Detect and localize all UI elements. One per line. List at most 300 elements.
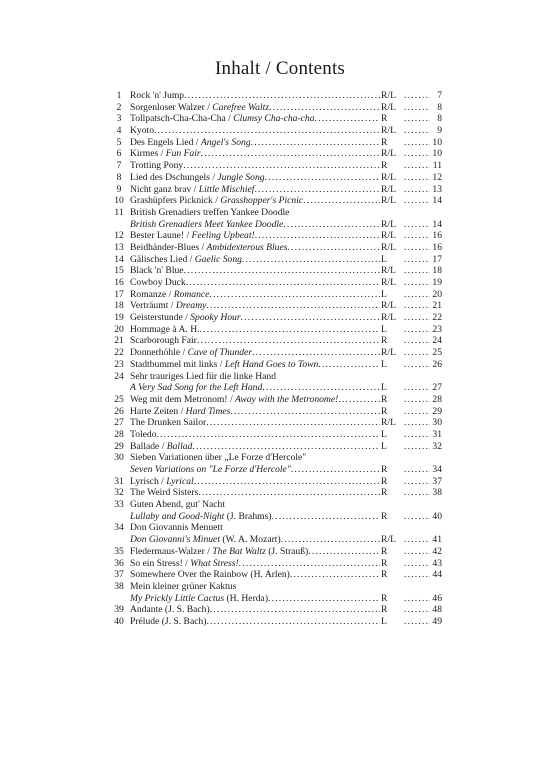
page-number: 28 <box>432 393 442 405</box>
english-title: Lyrical <box>166 475 194 487</box>
entry-title <box>130 417 380 429</box>
german-title: Stadtbummel mit links / <box>130 358 225 370</box>
entry-title <box>130 324 380 336</box>
german-title: Beidhänder-Blues / <box>130 241 207 253</box>
entry-title <box>130 487 380 499</box>
german-title: The Weird Sisters <box>130 487 199 499</box>
entry-number: 8 <box>116 171 122 183</box>
hand-indicator: R/L <box>381 265 396 277</box>
entry-title-text <box>130 277 186 289</box>
german-title: Toledo <box>130 428 157 440</box>
toc-entry <box>108 558 442 570</box>
entry-title <box>130 534 380 546</box>
entry-title-text <box>130 90 184 102</box>
dot-leader <box>404 113 430 125</box>
dot-leader <box>404 417 430 429</box>
toc-entry <box>108 312 442 324</box>
dot-leader <box>206 417 380 429</box>
english-title: Angel's Song <box>200 136 251 148</box>
toc-entry <box>108 487 442 499</box>
hand-indicator: R/L <box>381 347 396 359</box>
german-title: Donnerhöhle / <box>130 347 188 359</box>
entry-number: 16 <box>114 277 124 288</box>
entry-number: 5 <box>116 136 122 148</box>
german-title: Nicht ganz brav / <box>130 183 199 195</box>
dot-leader <box>404 160 430 172</box>
entry-number: 19 <box>114 312 124 324</box>
entry-title <box>130 371 442 383</box>
entry-title-text <box>130 429 157 441</box>
english-title: Cave of Thunder <box>187 347 253 359</box>
entry-number: 3 <box>116 113 122 125</box>
dot-leader <box>315 113 380 125</box>
entry-number: 39 <box>114 604 124 616</box>
hand-indicator: R <box>381 569 388 581</box>
toc-entry <box>108 441 442 453</box>
toc-entry <box>108 546 442 558</box>
dot-leader <box>338 394 380 406</box>
entry-number: 15 <box>114 265 124 277</box>
entry-title <box>130 511 380 523</box>
german-title: Rock 'n' Jump <box>130 90 185 101</box>
entry-title-text <box>130 289 209 301</box>
entry-number: 14 <box>114 253 124 265</box>
composer: (W. A. Mozart) <box>219 534 281 546</box>
dot-leader <box>404 534 430 546</box>
dot-leader <box>272 511 380 523</box>
page-number: 46 <box>432 592 442 604</box>
toc-entry <box>108 230 442 242</box>
toc-entry <box>108 476 442 488</box>
entry-number: 12 <box>114 230 124 242</box>
toc-entry <box>108 499 442 511</box>
english-title: Jungle Song <box>217 171 265 183</box>
german-title: Don Giovannis Menuett <box>130 522 223 534</box>
page-number: 14 <box>432 218 442 230</box>
hand-indicator: R <box>381 405 388 417</box>
table-of-contents <box>108 90 442 628</box>
english-title: Ballad <box>166 440 193 452</box>
german-title: Tollpatsch-Cha-Cha-Cha / <box>130 113 234 125</box>
german-title: Scarborough Fair <box>130 335 197 347</box>
toc-entry <box>108 406 442 418</box>
dot-leader <box>404 359 430 371</box>
entry-title <box>130 90 380 102</box>
dot-leader <box>184 265 380 277</box>
entry-title <box>130 452 442 464</box>
english-title: Clumsy Cha-cha-cha <box>233 113 315 125</box>
page-number: 44 <box>432 569 442 581</box>
toc-entry <box>108 125 442 137</box>
page-number: 10 <box>432 136 442 148</box>
page-number: 20 <box>432 288 442 300</box>
dot-leader <box>404 289 430 301</box>
dot-leader <box>404 382 430 394</box>
composer: (H. Herda) <box>224 592 269 604</box>
english-title: The Bat Waltz <box>212 545 266 557</box>
page-number: 24 <box>432 335 442 347</box>
entry-number: 13 <box>114 241 124 253</box>
hand-indicator: L <box>381 382 387 394</box>
entry-title <box>130 242 380 254</box>
entry-number: 23 <box>114 358 124 370</box>
toc-entry <box>108 534 442 546</box>
toc-entry <box>108 160 442 172</box>
dot-leader <box>404 616 430 628</box>
hand-indicator: L <box>381 440 387 452</box>
hand-indicator: R/L <box>381 148 396 160</box>
entry-title <box>130 558 380 570</box>
dot-leader <box>404 394 430 406</box>
entry-title-text <box>130 125 154 137</box>
toc-entry <box>108 219 442 231</box>
entry-title <box>130 265 380 277</box>
entry-number: 35 <box>114 545 124 557</box>
entry-number: 9 <box>116 183 122 195</box>
english-title: Seven Variations on "Le Forze d'Hercole" <box>130 464 291 475</box>
dot-leader <box>201 148 380 160</box>
toc-entry <box>108 289 442 301</box>
entry-number: 26 <box>114 405 124 417</box>
entry-title <box>130 137 380 149</box>
entry-number: 20 <box>114 323 124 335</box>
toc-entry <box>108 581 442 593</box>
english-title: Romance <box>173 288 210 300</box>
german-title: Sieben Variationen über „Le Forze d'Hercole" <box>130 452 307 464</box>
dot-leader <box>404 511 430 523</box>
dot-leader <box>404 324 430 336</box>
entry-number: 18 <box>114 300 124 312</box>
entry-title-text <box>130 546 308 558</box>
dot-leader <box>197 335 380 347</box>
entry-title-text <box>130 371 276 383</box>
page-number: 8 <box>437 113 442 125</box>
entry-title-text <box>130 476 194 488</box>
hand-indicator: R <box>381 464 388 475</box>
entry-title-text <box>130 160 183 172</box>
english-title: Little Mischief <box>198 183 255 195</box>
page-number: 14 <box>432 195 442 207</box>
entry-title-text <box>130 569 290 581</box>
entry-title <box>130 207 442 219</box>
entry-title-text <box>130 522 223 534</box>
english-title: Spooky Hour <box>190 312 241 324</box>
page-number: 21 <box>432 300 442 312</box>
toc-entry <box>108 371 442 383</box>
german-title: Geisterstunde / <box>130 312 191 324</box>
english-title: Dreamy <box>175 300 207 312</box>
entry-number: 40 <box>114 615 124 627</box>
entry-title-text <box>130 464 291 476</box>
dot-leader <box>200 324 380 336</box>
english-title: Left Hand Goes to Town <box>224 358 319 370</box>
entry-title-text <box>130 195 303 207</box>
entry-title <box>130 581 442 593</box>
toc-entry <box>108 616 442 628</box>
entry-number: 36 <box>114 557 124 569</box>
toc-entry <box>108 359 442 371</box>
entry-title <box>130 406 380 418</box>
hand-indicator: L <box>381 288 387 300</box>
toc-entry <box>108 429 442 441</box>
hand-indicator: R <box>381 475 388 487</box>
toc-entry <box>108 511 442 523</box>
english-title: Carefree Waltz <box>212 101 270 113</box>
entry-title <box>130 347 380 359</box>
page-number: 32 <box>432 440 442 452</box>
german-title: Fledermaus-Walzer / <box>130 545 213 557</box>
entry-title <box>130 277 380 289</box>
toc-entry <box>108 90 442 102</box>
entry-title <box>130 616 380 628</box>
german-title: Somewhere Over the Rainbow (H. Arlen) <box>130 569 290 581</box>
entry-number: 10 <box>114 195 124 207</box>
entry-title <box>130 335 380 347</box>
entry-title <box>130 593 380 605</box>
dot-leader <box>318 359 380 371</box>
page-number: 37 <box>432 475 442 487</box>
page-number: 26 <box>432 358 442 370</box>
german-title: The Drunken Sailor <box>130 417 207 429</box>
dot-leader <box>184 90 380 102</box>
page-number: 31 <box>432 428 442 440</box>
page-number: 12 <box>432 171 442 183</box>
german-title: Bester Laune! / <box>130 230 192 242</box>
page-number: 49 <box>432 615 442 627</box>
entry-title-text <box>130 102 269 114</box>
entry-title-text <box>130 581 236 593</box>
german-title: Grashüpfers Picknick / <box>130 195 221 207</box>
dot-leader <box>291 464 380 476</box>
page-number: 10 <box>432 148 442 160</box>
dot-leader <box>404 569 430 581</box>
german-title: Des Engels Lied / <box>130 136 201 148</box>
entry-title <box>130 254 380 266</box>
german-title: Kirmes / <box>130 148 166 160</box>
entry-title <box>130 125 380 137</box>
german-title: Mein kleiner grüner Kaktus <box>130 580 237 592</box>
page-number: 41 <box>432 534 442 546</box>
entry-title <box>130 102 380 114</box>
english-title: My Prickly Little Cactus <box>130 592 225 604</box>
hand-indicator: R <box>381 487 388 499</box>
page-number: 9 <box>437 125 442 137</box>
entry-title-text <box>130 511 272 523</box>
dot-leader <box>404 90 430 102</box>
dot-leader <box>404 184 430 196</box>
dot-leader <box>404 593 430 605</box>
entry-number: 2 <box>116 101 122 113</box>
german-title: Cowboy Duck <box>130 277 186 288</box>
dot-leader <box>404 254 430 266</box>
hand-indicator: R <box>381 604 388 616</box>
entry-number: 28 <box>114 428 124 440</box>
hand-indicator: R <box>381 393 388 405</box>
entry-title <box>130 160 380 172</box>
hand-indicator: R/L <box>381 300 396 312</box>
dot-leader <box>404 604 430 616</box>
hand-indicator: R/L <box>381 125 396 137</box>
dot-leader <box>404 558 430 570</box>
german-title: Harte Zeiten / <box>130 405 186 417</box>
entry-number: 6 <box>116 148 122 160</box>
english-title: Don Giovanni's Minuet <box>130 534 220 546</box>
hand-indicator: R/L <box>381 241 396 253</box>
english-title: Lullaby and Good-Night <box>130 510 225 522</box>
dot-leader <box>308 546 380 558</box>
toc-entry <box>108 382 442 394</box>
dot-leader <box>287 242 380 254</box>
entry-number: 22 <box>114 347 124 359</box>
german-title: Guten Abend, gut' Nacht <box>130 499 225 511</box>
hand-indicator: R/L <box>381 230 396 242</box>
entry-title-text <box>130 487 198 499</box>
toc-entry <box>108 113 442 125</box>
entry-title <box>130 230 380 242</box>
dot-leader <box>404 172 430 184</box>
hand-indicator: R/L <box>381 417 396 429</box>
toc-entry <box>108 394 442 406</box>
entry-title-text <box>130 417 206 429</box>
entry-number: 7 <box>116 160 122 172</box>
entry-number: 29 <box>114 440 124 452</box>
german-title: Sorgenloser Walzer / <box>130 101 213 113</box>
english-title: Fun Fair <box>165 148 201 160</box>
page-number: 17 <box>432 253 442 265</box>
page-number: 11 <box>432 160 442 172</box>
page-number: 23 <box>432 323 442 335</box>
hand-indicator: R/L <box>381 218 396 230</box>
toc-entry <box>108 102 442 114</box>
dot-leader <box>404 102 430 114</box>
german-title: Trotting Pony <box>130 160 184 172</box>
dot-leader <box>404 195 430 207</box>
page-number: 42 <box>432 545 442 557</box>
dot-leader <box>157 429 380 441</box>
toc-entry <box>108 464 442 476</box>
toc-entry <box>108 347 442 359</box>
toc-entry <box>108 324 442 336</box>
hand-indicator: L <box>381 323 387 335</box>
german-title: British Grenadiers treffen Yankee Doodle <box>130 206 290 218</box>
entry-title-text <box>130 604 210 616</box>
dot-leader <box>186 277 380 289</box>
english-title: What Stress! <box>190 557 239 569</box>
page-number: 18 <box>432 265 442 277</box>
hand-indicator: R <box>381 136 388 148</box>
composer: (J. Brahms) <box>224 510 272 522</box>
hand-indicator: R/L <box>381 101 396 113</box>
entry-number: 34 <box>114 522 124 534</box>
hand-indicator: R/L <box>381 195 396 207</box>
entry-title-text <box>130 207 289 219</box>
dot-leader <box>404 137 430 149</box>
german-title: Lyrisch / <box>130 475 167 487</box>
entry-title-text <box>130 452 306 464</box>
german-title: Ballade / <box>130 440 167 452</box>
german-title: Weg mit dem Metronom! / <box>130 393 236 405</box>
dot-leader <box>268 593 380 605</box>
entry-title <box>130 148 380 160</box>
entry-number: 32 <box>114 487 124 499</box>
toc-entry <box>108 417 442 429</box>
dot-leader <box>404 277 430 289</box>
english-title: Away with the Metronome! <box>235 393 339 405</box>
dot-leader <box>206 616 380 628</box>
entry-title-text <box>130 324 200 336</box>
page-number: 34 <box>432 464 442 475</box>
english-title: Gaelic Song <box>194 253 242 265</box>
entry-number: 11 <box>114 206 124 218</box>
entry-title-text <box>130 347 252 359</box>
dot-leader <box>265 172 380 184</box>
entry-title-text <box>130 242 287 254</box>
entry-title <box>130 429 380 441</box>
hand-indicator: L <box>381 253 387 265</box>
page-title: Inhalt / Contents <box>214 58 346 79</box>
hand-indicator: R/L <box>381 312 396 324</box>
entry-number: 1 <box>116 90 122 101</box>
entry-title-text <box>130 184 254 196</box>
dot-leader <box>192 441 380 453</box>
page-number: 16 <box>432 241 442 253</box>
hand-indicator: L <box>381 358 387 370</box>
entry-title-text <box>130 534 281 546</box>
entry-title-text <box>130 172 265 184</box>
dot-leader <box>154 125 380 137</box>
dot-leader <box>404 335 430 347</box>
entry-title <box>130 195 380 207</box>
entry-title <box>130 604 380 616</box>
entry-number: 4 <box>116 125 122 137</box>
entry-title-text <box>130 300 206 312</box>
entry-title <box>130 184 380 196</box>
entry-title <box>130 546 380 558</box>
toc-entry <box>108 148 442 160</box>
entry-title <box>130 476 380 488</box>
hand-indicator: R <box>381 160 388 172</box>
entry-title <box>130 464 380 476</box>
toc-entry <box>108 265 442 277</box>
entry-number: 27 <box>114 417 124 429</box>
toc-entry <box>108 277 442 289</box>
dot-leader <box>241 312 380 324</box>
hand-indicator: R <box>381 113 388 125</box>
page-number: 48 <box>432 604 442 616</box>
dot-leader <box>404 148 430 160</box>
page-number: 40 <box>432 510 442 522</box>
german-title: Andante (J. S. Bach) <box>130 604 210 616</box>
page-number: 43 <box>432 557 442 569</box>
entry-number: 31 <box>114 475 124 487</box>
hand-indicator: R/L <box>381 183 396 195</box>
dot-leader <box>251 137 380 149</box>
entry-title-text <box>130 113 315 125</box>
entry-title-text <box>130 406 230 418</box>
entry-title-text <box>130 616 206 628</box>
entry-title-text <box>130 335 197 347</box>
dot-leader <box>404 125 430 137</box>
entry-title <box>130 289 380 301</box>
entry-number: 17 <box>114 288 124 300</box>
german-title: Gälisches Lied / <box>130 253 195 265</box>
dot-leader <box>262 382 380 394</box>
entry-title-text <box>130 558 239 570</box>
hand-indicator: R <box>381 557 388 569</box>
entry-title-text <box>130 312 241 324</box>
german-title: Black 'n' Blue <box>130 265 184 277</box>
page-number: 19 <box>432 277 442 288</box>
